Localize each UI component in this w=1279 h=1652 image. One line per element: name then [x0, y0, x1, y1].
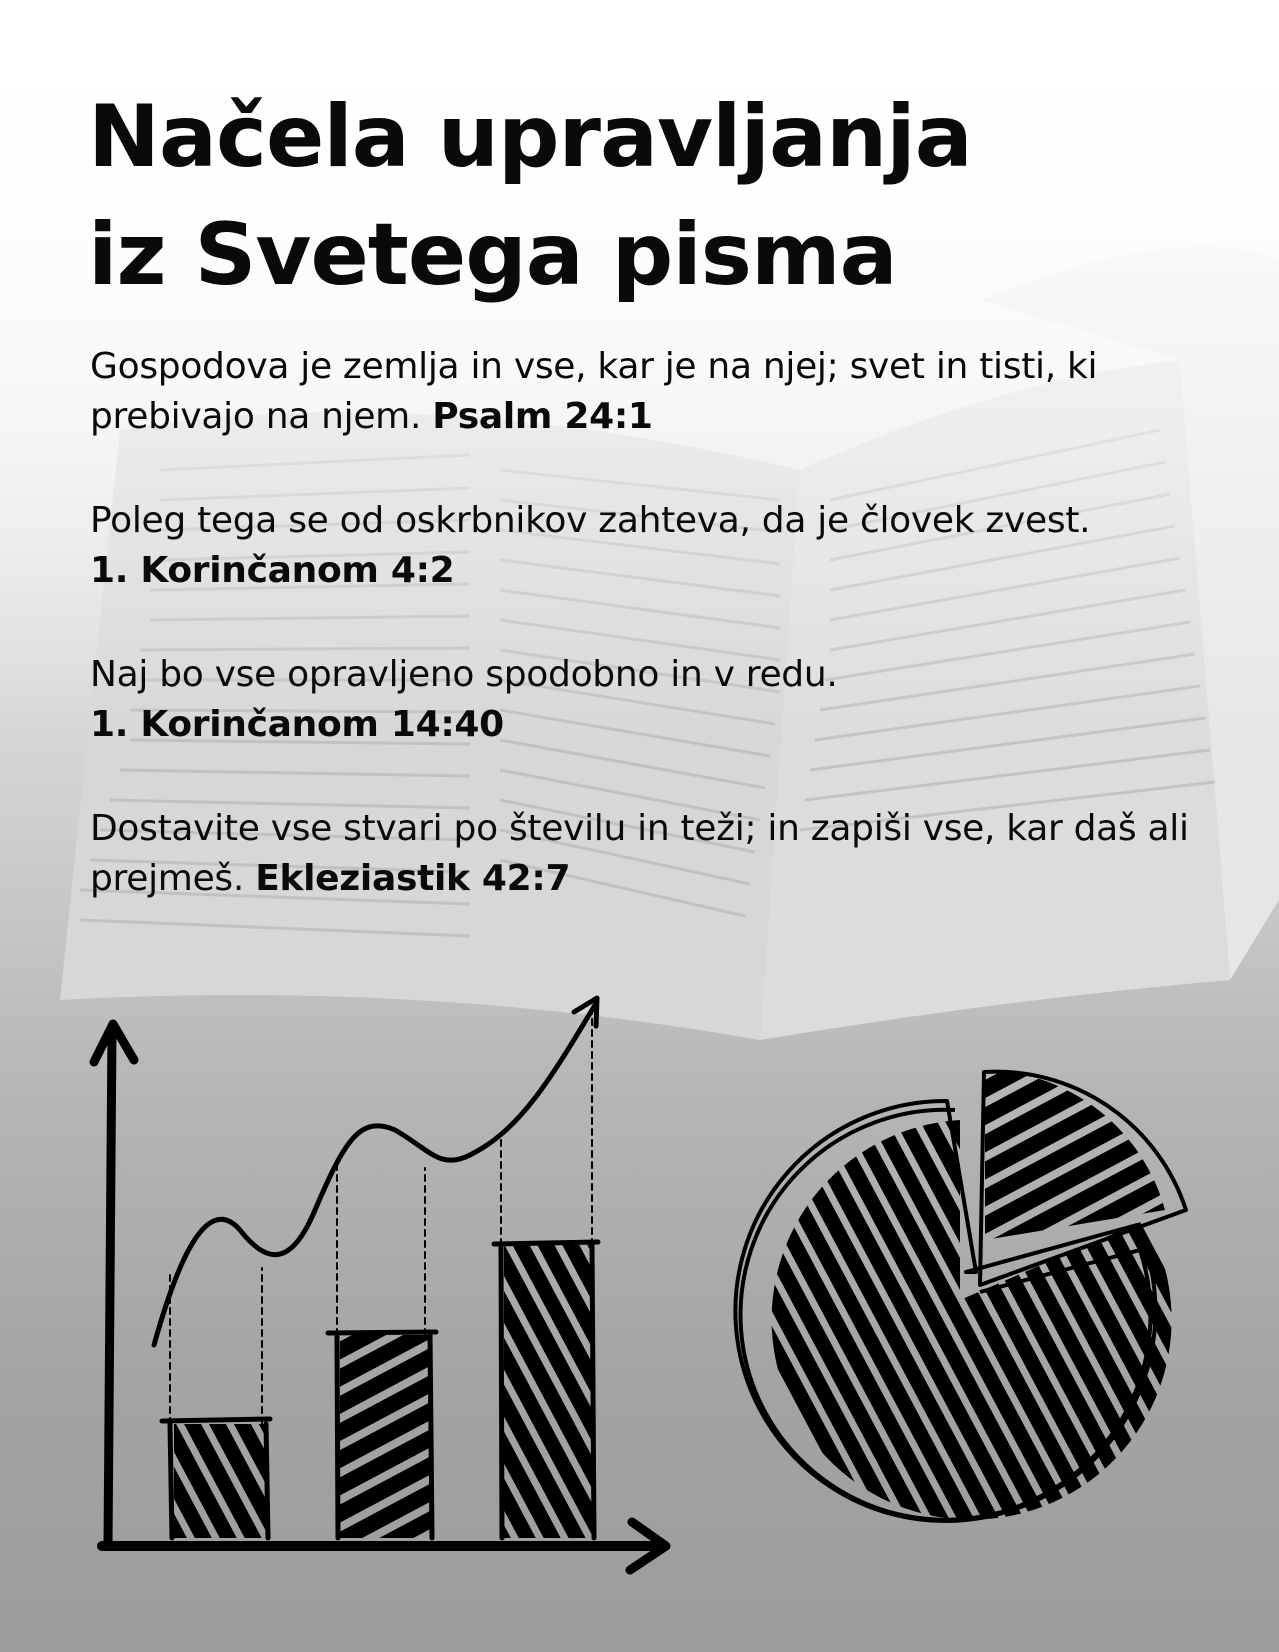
verse-text: Naj bo vse opravljeno spodobno in v redu.: [90, 654, 838, 695]
title-line-1: Načela upravljanja: [88, 87, 972, 187]
verse-text: Gospodova je zemlja in vse, kar je na njej; svet in tisti, ki prebivajo na njem.: [90, 346, 1098, 437]
hand-drawn-bar-chart-icon: [94, 998, 666, 1570]
verse-reference: Ekleziastik 42:7: [255, 858, 571, 899]
verse-text: Dostavite vse stvari po številu in teži; in zapiši vse, kar daš ali prejmeš.: [90, 808, 1189, 899]
hand-drawn-pie-chart-icon: [735, 1070, 1186, 1521]
verse-reference: Psalm 24:1: [432, 396, 653, 437]
verse-text: Poleg tega se od oskrbnikov zahteva, da je človek zvest.: [90, 500, 1091, 541]
verse-reference: 1. Korinčanom 4:2: [90, 550, 455, 591]
title-line-2: iz Svetega pisma: [88, 205, 897, 305]
verse-reference: 1. Korinčanom 14:40: [90, 704, 504, 745]
